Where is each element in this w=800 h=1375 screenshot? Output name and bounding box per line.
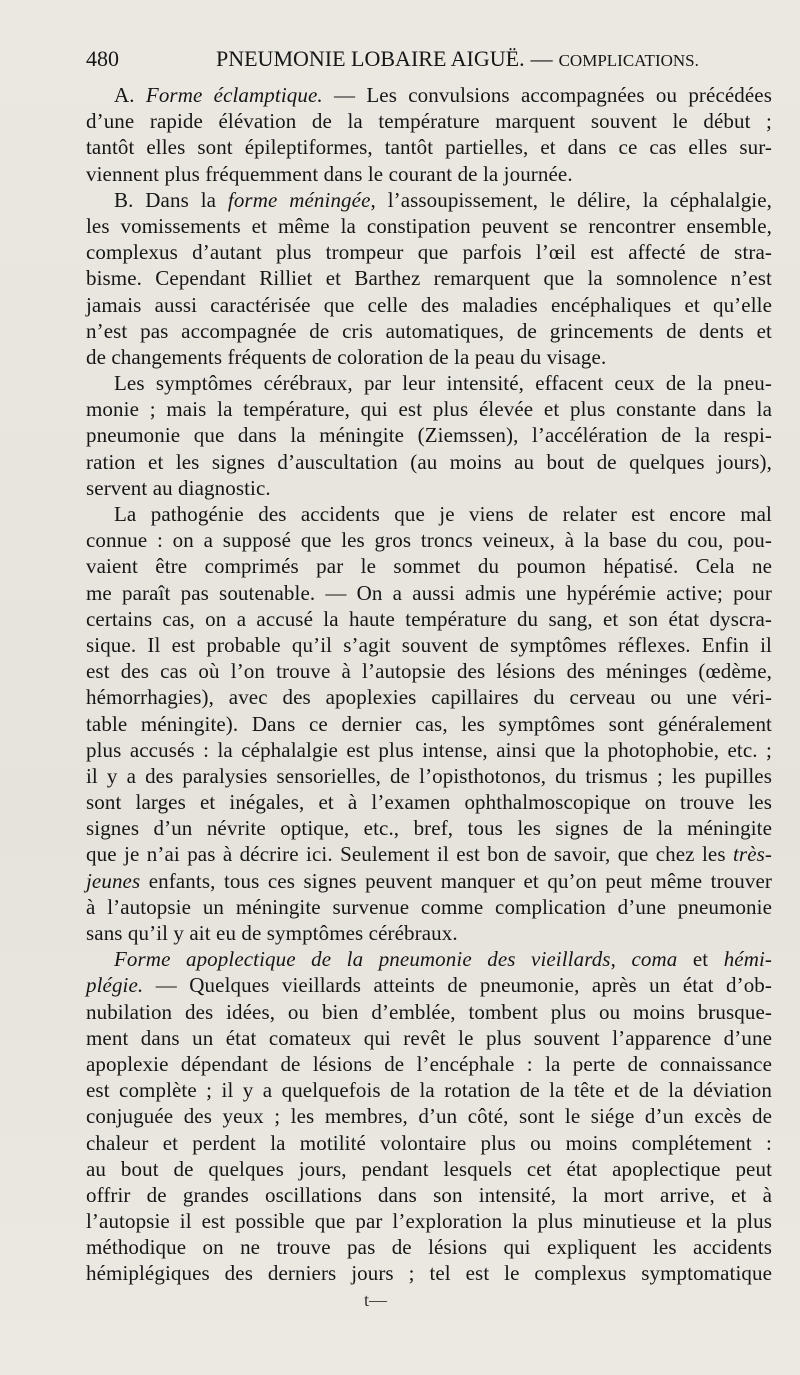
text-run: sique. Il est probable qu’il s’agit souvent de symptômes réflexes. Enfin il <box>86 632 772 657</box>
text-run: Les symptômes cérébraux, par leur intensité, effacent ceux de la pneu- <box>114 371 772 396</box>
running-title-main: PNEUMONIE LOBAIRE AIGUË. <box>216 46 525 71</box>
text-run: certains cas, on a accusé la haute température du sang, et son état dyscra- <box>86 606 772 631</box>
text-run: plus accusés : la céphalalgie est plus intense, ainsi que la photophobie, etc. ; <box>86 737 772 762</box>
text-run: sans qu’il y ait eu de symptômes cérébraux. <box>86 921 458 945</box>
text-line <box>86 370 772 396</box>
text-run: d’une rapide élévation de la température marquent souvent le début ; <box>86 109 772 134</box>
text-line <box>86 632 772 658</box>
text-run: n’est pas accompagnée de cris automatiques, de grincements de dents et <box>86 318 772 343</box>
text-line <box>86 213 772 239</box>
text-run: et <box>677 947 724 972</box>
text-run: B. Dans la <box>114 187 228 212</box>
italic-run: forme méningée <box>227 187 371 212</box>
text-run: monie ; mais la température, qui est plus élevée et plus constante dans la <box>86 397 772 422</box>
text-run: hémorrhagies), avec des apoplexies capillaires du cerveau ou une véri- <box>86 685 772 710</box>
running-title-dash: — <box>530 46 553 71</box>
text-line <box>86 1077 772 1103</box>
text-line <box>86 920 772 946</box>
italic-run: Forme éclamptique. <box>145 83 323 107</box>
text-line <box>86 894 772 920</box>
text-line <box>86 972 772 998</box>
text-run: offrir de grandes oscillations dans son intensité, la mort arrive, et à <box>86 1182 772 1207</box>
text-run: bisme. Cependant Rilliet et Barthez remarquent que la somnolence n’est <box>86 266 772 291</box>
text-line <box>86 449 772 475</box>
italic-run: coma <box>631 947 678 972</box>
text-run: sont larges et inégales, et à l’examen ophthalmoscopique on trouve les <box>86 790 772 815</box>
italic-run: hémi- <box>723 947 773 972</box>
text-run: viennent plus fréquemment dans le courant de la journée. <box>86 161 573 186</box>
text-run: chaleur et perdent la motilité volontaire plus ou moins complétement : <box>86 1130 772 1155</box>
text-line <box>86 265 772 291</box>
running-header <box>86 44 770 74</box>
text-line <box>86 1103 772 1129</box>
body-text <box>86 82 772 1287</box>
text-line <box>86 475 772 501</box>
text-line <box>86 344 772 370</box>
text-run: au bout de quelques jours, pendant lesquels cet état apoplectique peut <box>86 1156 772 1181</box>
text-run: connue : on a supposé que les gros troncs veineux, à la base du cou, pou- <box>86 528 772 553</box>
text-line <box>86 1260 772 1286</box>
text-line <box>86 1025 772 1051</box>
text-line <box>86 82 772 108</box>
text-line <box>86 789 772 815</box>
text-run: est des cas où l’on trouve à l’autopsie des lésions des méninges (œdème, <box>86 659 772 684</box>
text-line <box>86 527 772 553</box>
page-number: 480 <box>86 46 119 71</box>
text-run: — Les convulsions accompagnées ou précédées <box>322 83 772 107</box>
text-line <box>86 868 772 894</box>
text-run: A. <box>114 83 146 107</box>
text-line <box>86 292 772 318</box>
text-line <box>86 239 772 265</box>
text-run: tantôt elles sont épileptiformes, tantôt partielles, et dans ce cas elles sur- <box>86 135 772 160</box>
text-line <box>86 815 772 841</box>
text-line <box>86 580 772 606</box>
text-run: pneumonie que dans la méningite (Ziemssen), l’accélération de la respi- <box>86 423 772 448</box>
text-line <box>86 1130 772 1156</box>
text-run: me paraît pas soutenable. — On a aussi admis une hypérémie active; pour <box>86 580 772 605</box>
italic-run: jeunes <box>86 868 141 893</box>
text-line <box>86 841 772 867</box>
text-run: nubilation des idées, ou bien d’emblée, tombent plus ou moins brusque- <box>86 999 772 1024</box>
text-line <box>86 606 772 632</box>
text-line <box>86 1182 772 1208</box>
text-line <box>86 553 772 579</box>
text-run: conjuguée des yeux ; les membres, d’un côté, sont le siége d’un excès de <box>86 1104 772 1129</box>
text-line <box>86 999 772 1025</box>
text-line <box>86 658 772 684</box>
text-run: de changements fréquents de coloration de la peau du visage. <box>86 344 607 369</box>
text-run: à l’autopsie un méningite survenue comme complication d’une pneumonie <box>86 894 772 919</box>
text-run: méthodique on ne trouve pas de lésions qui expliquent les accidents <box>86 1235 772 1260</box>
text-line <box>86 763 772 789</box>
text-run: hémiplégiques des derniers jours ; tel est le complexus symptomatique <box>86 1261 772 1286</box>
text-run: complexus d’autant plus trompeur que parfois l’œil est affecté de stra- <box>86 240 772 265</box>
text-run: l’autopsie il est possible que par l’exploration la plus minutieuse et la plus <box>86 1209 772 1234</box>
text-line <box>86 108 772 134</box>
text-line <box>86 946 772 972</box>
italic-run: très- <box>733 842 772 867</box>
text-run: vaient être comprimés par le sommet du poumon hépatisé. Cela ne <box>86 554 772 579</box>
text-line <box>86 1156 772 1182</box>
text-run: que je n’ai pas à décrire ici. Seulement il est bon de savoir, que chez les <box>86 842 733 867</box>
text-run: signes d’un névrite optique, etc., bref, tous les signes de la méningite <box>86 816 772 841</box>
running-title-section: COMPLICATIONS. <box>558 51 699 70</box>
text-run: servent au diagnostic. <box>86 475 271 500</box>
text-run: , <box>610 947 632 972</box>
text-line <box>86 1208 772 1234</box>
text-run: les vomissements et même la constipation peuvent se rencontrer ensemble, <box>86 213 772 238</box>
text-line <box>86 422 772 448</box>
text-line <box>86 134 772 160</box>
text-run: il y a des paralysies sensorielles, de l’opisthotonos, du trismus ; les pupilles <box>86 763 772 788</box>
running-title <box>216 44 699 76</box>
italic-run: plégie. <box>86 973 144 998</box>
text-run: enfants, tous ces signes peuvent manquer et qu’on peut même trouver <box>140 868 772 893</box>
text-line <box>86 161 772 187</box>
text-run: , l’assoupissement, le délire, la céphalalgie, <box>370 187 773 212</box>
italic-run: Forme apoplectique de la pneumonie des vieillards <box>114 947 611 972</box>
text-run: — Quelques vieillards atteints de pneumonie, après un état d’ob- <box>143 973 772 998</box>
text-run: apoplexie dépendant de lésions de l’encéphale : la perte de connaissance <box>86 1051 772 1076</box>
text-run: La pathogénie des accidents que je viens de relater est encore mal <box>114 502 772 526</box>
text-line <box>86 318 772 344</box>
text-line <box>86 501 772 527</box>
text-run: ration et les signes d’auscultation (au moins au bout de quelques jours), <box>86 449 772 474</box>
text-line <box>86 737 772 763</box>
text-line <box>86 1051 772 1077</box>
text-line <box>86 711 772 737</box>
text-line <box>86 187 772 213</box>
text-run: jamais aussi caractérisée que celle des maladies encéphaliques et qu’elle <box>86 292 772 317</box>
text-run: est complète ; il y a quelquefois de la rotation de la tête et de la déviation <box>86 1078 772 1103</box>
text-line <box>86 1234 772 1260</box>
text-run: table méningite). Dans ce dernier cas, les symptômes sont généralement <box>86 711 772 736</box>
text-run: ment dans un état comateux qui revêt le plus souvent l’apparence d’une <box>86 1025 772 1050</box>
text-line <box>86 684 772 710</box>
footer-mark: t— <box>364 1290 388 1310</box>
text-line <box>86 396 772 422</box>
